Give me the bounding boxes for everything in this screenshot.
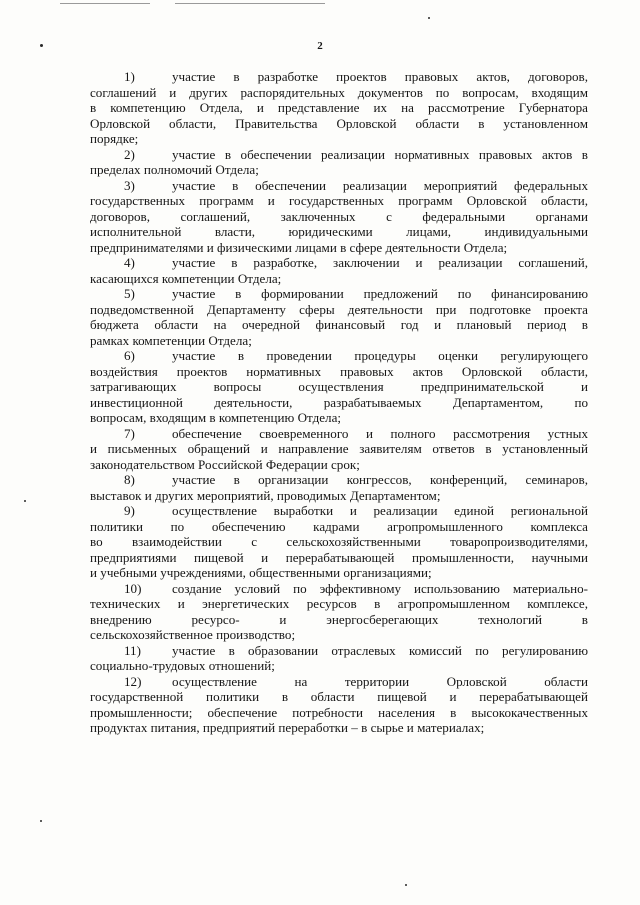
list-item-number: 8) <box>124 472 135 487</box>
list-item <box>90 472 588 503</box>
list-item-line: технических и энергетических ресурсов в агропромышленном комплексе, <box>90 596 588 611</box>
list-item-line: подведомственной Департаменту сферы деятельности при подготовке проекта <box>90 301 588 317</box>
list-item-number: 12) <box>124 673 142 689</box>
list-item-text: участие в формировании предложений по финансированию <box>172 286 588 301</box>
list-item-text: обеспечение своевременного и полного рассмотрения устных <box>172 425 588 441</box>
list-item-text: осуществление выработки и реализации единой региональной <box>172 503 588 518</box>
list-item-first-line <box>90 348 588 364</box>
list-item-first-line <box>90 69 588 85</box>
list-item-line: договоров, соглашений, заключенных с федеральными органами <box>90 208 588 224</box>
list-item-first-line <box>90 581 588 597</box>
list-item-number: 2) <box>124 146 135 162</box>
list-item-line: вопросам, входящим в компетенцию Отдела; <box>90 410 342 425</box>
list-item-text: создание условий по эффективному использованию материально- <box>172 580 588 596</box>
scan-speck <box>40 820 42 822</box>
list-item-line: и письменных обращений и направление заявителям ответов в установленный <box>90 441 588 456</box>
list-item-text: осуществление на территории Орловской области <box>172 673 588 689</box>
list-item-line: бюджета области на очередной финансовый год и плановый период в <box>90 317 588 332</box>
page-number: 2 <box>317 40 323 52</box>
scan-edge-line <box>175 3 325 4</box>
list-item-line: рамках компетенции Отдела; <box>90 332 252 348</box>
list-item-first-line <box>90 426 588 442</box>
list-item <box>90 286 588 348</box>
list-item-text: участие в образовании отраслевых комиссий по регулированию <box>172 642 588 658</box>
list-item-line: и учебными учреждениями, общественными организациями; <box>90 565 432 580</box>
scan-speck <box>24 500 26 502</box>
list-item-first-line <box>90 643 588 659</box>
list-item-line: государственной политики в области пищевой и перерабатывающей <box>90 689 588 704</box>
scan-speck <box>428 17 430 19</box>
list-item-line: предприятиями пищевой и перерабатывающей промышленности, научными <box>90 549 588 565</box>
list-item-first-line <box>90 503 588 519</box>
list-item-number: 1) <box>124 69 135 84</box>
list-item-line: политики по обеспечению кадрами агропромышленного комплекса <box>90 518 588 534</box>
list-item-line: инвестиционной деятельности, разрабатываемых Департаментом, по <box>90 394 588 410</box>
list-item-first-line <box>90 674 588 690</box>
list-item-number: 9) <box>124 503 135 518</box>
list-item-line: касающихся компетенции Отдела; <box>90 270 282 286</box>
list-item-number: 11) <box>124 642 141 658</box>
list-item <box>90 255 588 286</box>
list-item-line: социально-трудовых отношений; <box>90 658 275 673</box>
list-item <box>90 147 588 178</box>
list-item-number: 5) <box>124 286 135 301</box>
list-item-number: 6) <box>124 348 135 363</box>
list-item-number: 7) <box>124 425 135 441</box>
scan-speck <box>405 884 407 886</box>
list-item-text: участие в организации конгрессов, конференций, семинаров, <box>172 472 588 487</box>
list-item-first-line <box>90 472 588 488</box>
list-item-line: продуктах питания, предприятий переработки – в сырье и материалах; <box>90 720 485 735</box>
list-item-line: внедрению ресурсо- и энергосберегающих технологий в <box>90 611 588 627</box>
list-item-line: государственных программ и государственных программ Орловской области, <box>90 193 588 208</box>
list-item-line: Орловской области, Правительства Орловской области в установленном <box>90 115 588 131</box>
document-body <box>90 69 588 736</box>
list-item-line: порядке; <box>90 131 139 146</box>
list-item <box>90 503 588 581</box>
list-item-line: воздействия проектов нормативных правовых актов Орловской области, <box>90 363 588 379</box>
list-item-line: законодательством Российской Федерации срок; <box>90 456 360 472</box>
list-item-number: 4) <box>124 255 135 270</box>
list-item-first-line <box>90 178 588 194</box>
list-item-line: сельскохозяйственное производство; <box>90 627 296 642</box>
list-item-first-line <box>90 255 588 271</box>
list-item-text: участие в разработке проектов правовых актов, договоров, <box>172 69 588 84</box>
list-item <box>90 643 588 674</box>
list-item-text: участие в обеспечении реализации нормативных правовых актов в <box>172 146 588 162</box>
list-item <box>90 69 588 147</box>
list-item <box>90 348 588 426</box>
list-item-first-line <box>90 286 588 302</box>
list-item-line: затрагивающих вопросы осуществления предпринимательской и <box>90 379 588 394</box>
list-item-line: соглашений и других распорядительных документов по вопросам, входящим <box>90 84 588 100</box>
list-item-text: участие в обеспечении реализации мероприятий федеральных <box>172 177 588 193</box>
list-item-number: 10) <box>124 580 142 596</box>
list-item-number: 3) <box>124 177 135 193</box>
list-item-line: исполнительной власти, юридическими лицами, индивидуальными <box>90 224 588 239</box>
list-item-first-line <box>90 147 588 163</box>
list-item-line: выставок и других мероприятий, проводимых Департаментом; <box>90 487 441 503</box>
list-item-line: пределах полномочий Отдела; <box>90 162 259 177</box>
list-item-line: предпринимателями и физическими лицами в сфере деятельности Отдела; <box>90 239 508 255</box>
list-item-line: в компетенцию Отдела, и представление их на рассмотрение Губернатора <box>90 100 588 115</box>
list-item-line: во взаимодействии с сельскохозяйственными товаропроизводителями, <box>90 534 588 549</box>
scan-edge-line <box>60 3 150 4</box>
list-item <box>90 426 588 473</box>
list-item <box>90 581 588 643</box>
list-item <box>90 674 588 736</box>
list-item <box>90 178 588 256</box>
list-item-line: промышленности; обеспечение потребности населения в высококачественных <box>90 704 588 720</box>
list-item-text: участие в разработке, заключении и реализации соглашений, <box>172 255 588 270</box>
list-item-text: участие в проведении процедуры оценки регулирующего <box>172 348 588 363</box>
